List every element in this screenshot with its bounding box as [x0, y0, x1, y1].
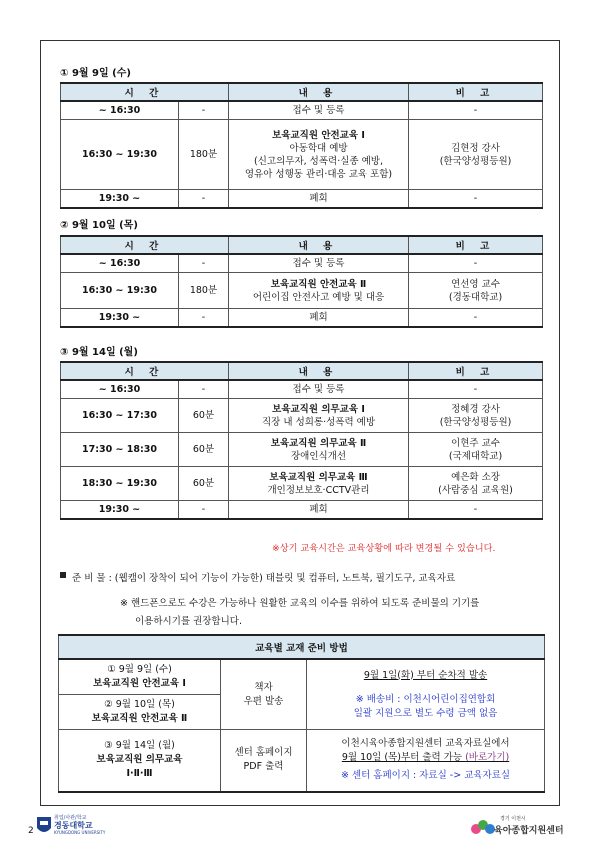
content-line: 아동학대 예방	[289, 142, 348, 154]
instructor: 연선영 교수	[451, 278, 500, 290]
duration-cell: 60분	[179, 399, 229, 433]
university-emblem-icon	[36, 816, 52, 836]
note-cell: -	[409, 254, 543, 273]
note-cell	[409, 399, 543, 433]
method-line: 책자	[254, 681, 273, 693]
organization: (사람중심 교육원)	[438, 484, 513, 496]
content-cell: 폐회	[229, 309, 409, 328]
header-time: 시 간	[61, 83, 229, 101]
logo-center-name: 육아종합지원센터	[494, 826, 564, 836]
content-cell: 폐회	[229, 190, 409, 209]
table-row	[61, 190, 543, 209]
duration-cell: -	[179, 380, 229, 399]
content-cell: 폐회	[229, 501, 409, 520]
page-number: 2	[28, 826, 34, 836]
course-cell	[59, 659, 221, 695]
method-line: 센터 홈페이지	[234, 747, 293, 759]
duration-cell: -	[179, 501, 229, 520]
session-title: 보육교직원 안전교육 Ⅱ	[270, 278, 367, 290]
header-content: 내 용	[229, 362, 409, 380]
time-cell: 19:30 ~	[61, 501, 179, 520]
duration-cell: -	[179, 309, 229, 328]
header-note: 비 고	[409, 362, 543, 380]
note-cell: -	[409, 309, 543, 328]
method-line: 우편 발송	[243, 695, 284, 707]
header-content: 내 용	[229, 236, 409, 254]
info-cell	[307, 730, 545, 792]
time-cell: 16:30 ~ 17:30	[61, 399, 179, 433]
instructor: 김현정 강사	[451, 142, 500, 154]
time-cell: 19:30 ~	[61, 190, 179, 209]
course-title: 보육교직원 안전교육 Ⅱ	[91, 713, 188, 724]
table-row	[61, 120, 543, 190]
course-date: ① 9월 9일 (수)	[107, 664, 172, 675]
header-note: 비 고	[409, 83, 543, 101]
content-cell	[229, 467, 409, 501]
duration-cell: 60분	[179, 467, 229, 501]
download-date	[309, 751, 542, 765]
day-3-heading: ③ 9월 14일 (월)	[60, 347, 138, 358]
schedule-table-day-3	[60, 361, 543, 520]
instructor: 이현주 교수	[451, 437, 500, 449]
time-cell: ~ 16:30	[61, 380, 179, 399]
organization: (경동대학교)	[448, 291, 503, 303]
content-cell	[229, 399, 409, 433]
time-cell: 16:30 ~ 19:30	[61, 273, 179, 309]
note-cell: -	[409, 380, 543, 399]
shipping-cost-note-cont: 일괄 지원으로 별도 수령 금액 없음	[353, 707, 498, 719]
table-row	[61, 501, 543, 520]
instructor: 예은화 소장	[451, 471, 500, 483]
duration-cell: 60분	[179, 433, 229, 467]
day-2-heading: ② 9월 10일 (목)	[60, 220, 138, 231]
header-time: 시 간	[61, 362, 229, 380]
header-time: 시 간	[61, 236, 229, 254]
logo-tagline: 취업/사관/학교	[54, 815, 87, 821]
download-location: 이천시육아종합지원센터 교육자료실에서	[341, 738, 510, 750]
table-row	[61, 273, 543, 309]
square-bullet-icon	[60, 572, 66, 578]
note-cell	[409, 467, 543, 501]
schedule-table-day-1	[60, 82, 543, 209]
content-cell: 접수 및 등록	[229, 254, 409, 273]
content-line: 개인정보보호·CCTV관리	[267, 484, 370, 496]
content-line: 어린이집 안전사고 예방 및 대응	[252, 291, 385, 303]
shipping-cost-note: ※ 배송비 : 이천시어린이집연합회	[355, 693, 496, 705]
organization: (한국양성평등원)	[439, 416, 512, 428]
table-row	[61, 254, 543, 273]
materials-table	[58, 634, 545, 793]
course-title: 보육교직원 의무교육	[96, 754, 183, 766]
session-title: 보육교직원 의무교육 Ⅱ	[270, 437, 367, 449]
organization: (국제대학교)	[448, 450, 503, 462]
time-cell: ~ 16:30	[61, 101, 179, 120]
time-cell: 18:30 ~ 19:30	[61, 467, 179, 501]
course-cell	[59, 730, 221, 792]
content-line: 영유아 성행동 관리·대응 교육 포함)	[244, 168, 393, 180]
homepage-path-note: ※ 센터 홈페이지 : 자료실 -> 교육자료실	[340, 770, 511, 782]
session-title: 보육교직원 의무교육 Ⅰ	[272, 403, 365, 415]
note-cell: -	[409, 501, 543, 520]
duration-cell: -	[179, 190, 229, 209]
table-row	[61, 433, 543, 467]
duration-cell: -	[179, 254, 229, 273]
header-content: 내 용	[229, 83, 409, 101]
preparation-note-cont: 이용하시기를 권장합니다.	[135, 616, 242, 627]
logo-region: 경기 이천시	[500, 816, 526, 822]
content-cell: 접수 및 등록	[229, 380, 409, 399]
note-cell	[409, 120, 543, 190]
download-date-text: 9월 10일 (목)부터 출력 가능	[341, 752, 466, 764]
schedule-change-notice: ※상기 교육시간은 교육상황에 따라 변경될 수 있습니다.	[272, 543, 496, 554]
session-title: 보육교직원 안전교육 Ⅰ	[272, 129, 365, 141]
content-line: (신고의무자, 성폭력·실종 예방,	[254, 155, 383, 167]
content-cell	[229, 273, 409, 309]
method-cell	[221, 659, 307, 730]
duration-cell: 180분	[179, 120, 229, 190]
course-date: ③ 9월 14일 (월)	[104, 740, 175, 752]
duration-cell: -	[179, 101, 229, 120]
table-row	[59, 730, 545, 792]
kyungdong-university-logo	[34, 814, 144, 838]
time-cell: 16:30 ~ 19:30	[61, 120, 179, 190]
course-cell	[59, 695, 221, 730]
table-row	[61, 380, 543, 399]
info-cell	[307, 659, 545, 730]
content-line: 장애인식개선	[290, 450, 347, 462]
table-row	[61, 309, 543, 328]
method-cell	[221, 730, 307, 792]
instructor: 정혜경 강사	[451, 403, 500, 415]
course-date: ② 9월 10일 (목)	[104, 699, 175, 710]
table-row	[61, 399, 543, 433]
content-cell	[229, 433, 409, 467]
time-cell: 19:30 ~	[61, 309, 179, 328]
session-title: 보육교직원 의무교육 Ⅲ	[269, 471, 368, 483]
time-cell: ~ 16:30	[61, 254, 179, 273]
content-cell	[229, 120, 409, 190]
table-row	[61, 101, 543, 120]
logo-english: KYUNGDONG UNIVERSITY	[54, 830, 106, 835]
note-cell: -	[409, 190, 543, 209]
shipping-schedule: 9월 1일(화) 부터 순차적 발송	[363, 669, 488, 681]
course-title-sub: Ⅰ·Ⅱ·Ⅲ	[126, 768, 153, 780]
childcare-center-logo	[470, 813, 570, 839]
time-cell: 17:30 ~ 18:30	[61, 433, 179, 467]
day-1-heading: ① 9월 9일 (수)	[60, 68, 131, 79]
preparation-line: 준 비 물 : (웹캠이 장착이 되어 기능이 가능한) 태블릿 및 컴퓨터, 노트북, 필기도구, 교육자료	[72, 573, 456, 584]
logo-name: 경동대학교	[54, 821, 93, 830]
course-title: 보육교직원 안전교육 Ⅰ	[93, 678, 186, 689]
schedule-table-day-2	[60, 235, 543, 328]
materials-header: 교육별 교재 준비 방법	[59, 635, 545, 659]
note-cell: -	[409, 101, 543, 120]
organization: (한국양성평등원)	[439, 155, 512, 167]
content-cell: 접수 및 등록	[229, 101, 409, 120]
note-cell	[409, 273, 543, 309]
preparation-note: ※ 핸드폰으로도 수강은 가능하나 원활한 교육의 이수를 위하여 되도록 준비물의 기기를	[120, 598, 480, 609]
content-line: 직장 내 성희롱·성폭력 예방	[262, 416, 376, 428]
header-note: 비 고	[409, 236, 543, 254]
note-cell	[409, 433, 543, 467]
method-line: PDF 출력	[243, 761, 284, 773]
shortcut-link[interactable]: (바로가기)	[465, 752, 510, 764]
duration-cell: 180분	[179, 273, 229, 309]
table-row	[59, 659, 545, 695]
table-row	[61, 467, 543, 501]
childcare-emblem-icon	[470, 817, 496, 837]
